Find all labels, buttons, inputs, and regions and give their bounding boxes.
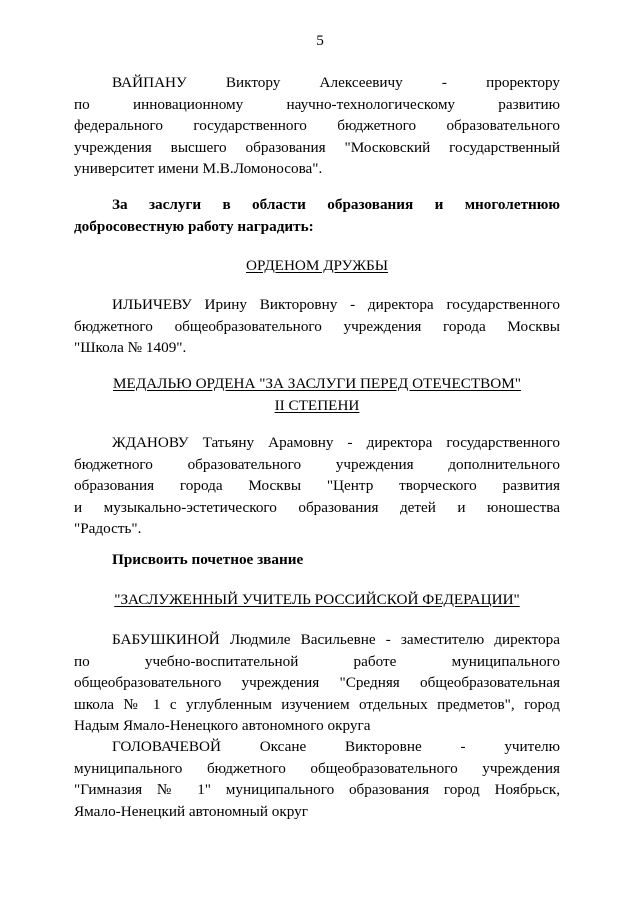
- text-line: добросовестную работу наградить:: [74, 217, 314, 235]
- text-line: и музыкально-эстетического образования детей и юношества: [74, 498, 560, 516]
- text-line: Надым Ямало-Ненецкого автономного округа: [74, 717, 371, 734]
- text-line: Ямало-Ненецкий автономный округ: [74, 802, 308, 820]
- award-paragraph-golovacheva: [74, 736, 560, 822]
- text-line: ВАЙПАНУ Виктору Алексеевичу - проректору: [112, 74, 560, 91]
- section-heading-order-of-friendship: [74, 255, 560, 277]
- heading-text-line: МЕДАЛЬЮ ОРДЕНА "ЗА ЗАСЛУГИ ПЕРЕД ОТЕЧЕСТВОМ": [113, 375, 521, 392]
- text-line: "Гимназия № 1" муниципального образования город Ноябрьск,: [74, 781, 560, 798]
- text-line: ГОЛОВАЧЕВОЙ Оксане Викторовне - учителю: [112, 738, 560, 755]
- award-paragraph-babushkina: [74, 629, 560, 737]
- award-decree-heading: [74, 194, 560, 237]
- text-line: ЖДАНОВУ Татьяну Арамовну - директора государственного: [112, 434, 560, 451]
- text-line: университет имени М.В.Ломоносова".: [74, 160, 323, 177]
- award-paragraph-vaypan: [74, 72, 560, 180]
- award-paragraph-ilyicheva: [74, 294, 560, 359]
- text-line: "Радость".: [74, 520, 142, 537]
- text-line: образования города Москвы "Центр творческого развития: [74, 477, 560, 494]
- text-line: учреждения высшего образования "Московский государственный: [74, 138, 560, 156]
- text-line: ИЛЬИЧЕВУ Ирину Викторовну - директора государственного: [112, 296, 560, 313]
- title-decree-heading: [74, 549, 560, 571]
- text-line: бюджетного образовательного учреждения дополнительного: [74, 455, 560, 473]
- text-line: по инновационному научно-технологическому развитию: [74, 95, 560, 113]
- text-line: школа № 1 с углубленным изучением отдельных предметов", город: [74, 695, 560, 713]
- heading-text: ОРДЕНОМ ДРУЖБЫ: [246, 257, 388, 274]
- award-paragraph-zhdanova: [74, 432, 560, 540]
- heading-text-line: II СТЕПЕНИ: [274, 396, 360, 414]
- page-number: 5: [316, 32, 324, 49]
- text-line: Присвоить почетное звание: [112, 551, 304, 568]
- text-line: За заслуги в области образования и многолетнюю: [112, 196, 560, 213]
- heading-text: "ЗАСЛУЖЕННЫЙ УЧИТЕЛЬ РОССИЙСКОЙ ФЕДЕРАЦИИ": [114, 591, 520, 608]
- section-heading-honored-teacher: [74, 589, 560, 611]
- text-line: федерального государственного бюджетного образовательного: [74, 117, 560, 134]
- text-line: общеобразовательного учреждения "Средняя общеобразовательная: [74, 674, 560, 691]
- text-line: по учебно-воспитательной работе муниципального: [74, 652, 560, 670]
- text-line: муниципального бюджетного общеобразовательного учреждения: [74, 759, 560, 777]
- text-line: бюджетного общеобразовательного учреждения города Москвы: [74, 317, 560, 335]
- text-line: "Школа № 1409".: [74, 339, 187, 356]
- text-line: БАБУШКИНОЙ Людмиле Васильевне - заместителю директора: [112, 631, 560, 648]
- section-heading-medal: [74, 373, 560, 416]
